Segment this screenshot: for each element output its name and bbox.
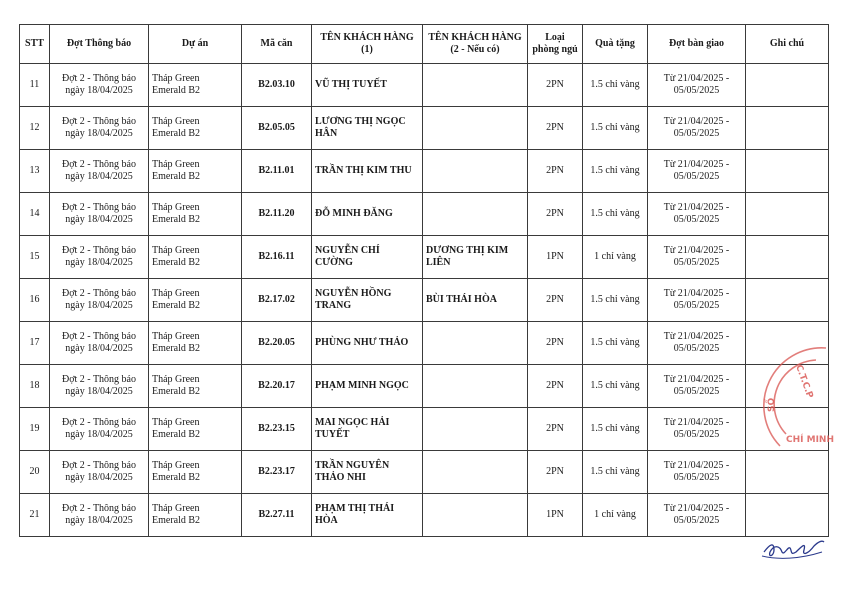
cell-customer-1-text: PHÙNG NHƯ THẢO bbox=[315, 337, 409, 348]
cell-project-text: Emerald B2 bbox=[152, 85, 201, 96]
cell-project-text: Emerald B2 bbox=[152, 429, 201, 440]
cell-unit-code bbox=[242, 365, 312, 408]
cell-notice-round-text: ngày 18/04/2025 bbox=[65, 429, 133, 440]
cell-customer-2-text: DƯƠNG THỊ KIM LIÊN bbox=[426, 245, 509, 268]
cell-unit-code-text: B2.27.11 bbox=[258, 509, 295, 520]
table-row bbox=[20, 322, 829, 365]
cell-handover-period-text: Từ 21/04/2025 - bbox=[663, 202, 730, 213]
cell-gift-text: 1.5 chỉ vàng bbox=[590, 466, 640, 477]
cell-notice-round bbox=[50, 193, 149, 236]
table-header-row bbox=[20, 25, 829, 64]
cell-handover-period-text: 05/05/2025 bbox=[673, 85, 720, 96]
cell-project bbox=[149, 279, 242, 322]
cell-project bbox=[149, 494, 242, 537]
cell-customer-2-text: BÙI THÁI HÒA bbox=[426, 294, 497, 305]
cell-handover-period-text: Từ 21/04/2025 - bbox=[663, 331, 730, 342]
cell-notice-round-text: ngày 18/04/2025 bbox=[65, 214, 133, 225]
cell-stt-text: 19 bbox=[29, 423, 40, 434]
cell-stt bbox=[20, 494, 50, 537]
table-row bbox=[20, 279, 829, 322]
cell-unit-code-text: B2.23.15 bbox=[258, 423, 295, 434]
cell-unit-code bbox=[242, 494, 312, 537]
cell-customer-2 bbox=[423, 494, 528, 537]
cell-unit-code-text: B2.16.11 bbox=[258, 251, 295, 262]
cell-handover-period bbox=[648, 408, 746, 451]
cell-unit-code bbox=[242, 107, 312, 150]
cell-project-text: Tháp Green bbox=[152, 417, 200, 428]
table-row bbox=[20, 107, 829, 150]
cell-notice-round-text: Đợt 2 - Thông báo bbox=[62, 116, 136, 127]
cell-project-text: Emerald B2 bbox=[152, 171, 201, 182]
cell-notice-round-text: ngày 18/04/2025 bbox=[65, 515, 133, 526]
header-notice-round: Đợt Thông báo bbox=[50, 25, 149, 64]
cell-notice-round bbox=[50, 451, 149, 494]
header-customer-2 bbox=[423, 25, 528, 64]
cell-customer-2 bbox=[423, 365, 528, 408]
apartment-handover-table bbox=[19, 24, 829, 537]
cell-stt-text: 21 bbox=[29, 509, 40, 520]
cell-project-text: Emerald B2 bbox=[152, 257, 201, 268]
cell-handover-period-text: Từ 21/04/2025 - bbox=[663, 73, 730, 84]
cell-gift bbox=[583, 64, 648, 107]
cell-stt bbox=[20, 107, 50, 150]
cell-project-text: Tháp Green bbox=[152, 460, 200, 471]
cell-bedroom-type-text: 1PN bbox=[546, 251, 564, 262]
cell-gift bbox=[583, 365, 648, 408]
table-row bbox=[20, 408, 829, 451]
cell-handover-period-text: 05/05/2025 bbox=[673, 472, 720, 483]
cell-gift-text: 1.5 chỉ vàng bbox=[590, 294, 640, 305]
cell-unit-code-text: B2.03.10 bbox=[258, 79, 295, 90]
cell-notice-round-text: Đợt 2 - Thông báo bbox=[62, 73, 136, 84]
cell-stt bbox=[20, 408, 50, 451]
table-row bbox=[20, 451, 829, 494]
cell-project-text: Tháp Green bbox=[152, 73, 200, 84]
cell-handover-period-text: 05/05/2025 bbox=[673, 386, 720, 397]
cell-unit-code-text: B2.11.20 bbox=[258, 208, 295, 219]
header-project: Dự án bbox=[149, 25, 242, 64]
cell-customer-1 bbox=[312, 494, 423, 537]
cell-bedroom-type bbox=[528, 408, 583, 451]
header-customer-2-line2: (2 - Nếu có) bbox=[450, 44, 500, 55]
cell-notice-round bbox=[50, 365, 149, 408]
cell-handover-period bbox=[648, 322, 746, 365]
cell-customer-1 bbox=[312, 236, 423, 279]
seal-text-left: SỐ bbox=[767, 397, 777, 412]
cell-project-text: Tháp Green bbox=[152, 288, 200, 299]
table-body bbox=[20, 64, 829, 537]
cell-notice-round bbox=[50, 279, 149, 322]
cell-note bbox=[746, 451, 829, 494]
header-handover-period: Đợt bàn giao bbox=[648, 25, 746, 64]
cell-notice-round bbox=[50, 150, 149, 193]
cell-gift-text: 1 chỉ vàng bbox=[594, 509, 636, 520]
cell-project-text: Tháp Green bbox=[152, 374, 200, 385]
cell-customer-1 bbox=[312, 279, 423, 322]
cell-handover-period-text: Từ 21/04/2025 - bbox=[663, 374, 730, 385]
cell-project-text: Tháp Green bbox=[152, 159, 200, 170]
cell-project bbox=[149, 408, 242, 451]
cell-project bbox=[149, 365, 242, 408]
cell-notice-round bbox=[50, 107, 149, 150]
cell-customer-1 bbox=[312, 365, 423, 408]
cell-gift-text: 1.5 chỉ vàng bbox=[590, 423, 640, 434]
cell-gift bbox=[583, 408, 648, 451]
cell-customer-1 bbox=[312, 150, 423, 193]
cell-bedroom-type-text: 2PN bbox=[546, 122, 564, 133]
cell-bedroom-type bbox=[528, 64, 583, 107]
cell-project bbox=[149, 193, 242, 236]
cell-gift bbox=[583, 451, 648, 494]
cell-stt-text: 12 bbox=[29, 122, 40, 133]
cell-notice-round bbox=[50, 408, 149, 451]
header-stt: STT bbox=[20, 25, 50, 64]
cell-stt bbox=[20, 150, 50, 193]
cell-customer-2 bbox=[423, 236, 528, 279]
header-customer-1-line1: TÊN KHÁCH HÀNG bbox=[320, 32, 414, 43]
cell-stt bbox=[20, 451, 50, 494]
cell-project-text: Emerald B2 bbox=[152, 472, 201, 483]
cell-handover-period-text: Từ 21/04/2025 - bbox=[663, 417, 730, 428]
cell-gift-text: 1.5 chỉ vàng bbox=[590, 79, 640, 90]
cell-customer-1 bbox=[312, 64, 423, 107]
cell-handover-period-text: 05/05/2025 bbox=[673, 515, 720, 526]
cell-notice-round-text: ngày 18/04/2025 bbox=[65, 257, 133, 268]
cell-bedroom-type-text: 2PN bbox=[546, 165, 564, 176]
cell-bedroom-type-text: 2PN bbox=[546, 380, 564, 391]
cell-customer-1 bbox=[312, 193, 423, 236]
cell-customer-2 bbox=[423, 408, 528, 451]
header-gift: Quà tặng bbox=[583, 25, 648, 64]
cell-customer-2 bbox=[423, 193, 528, 236]
cell-handover-period-text: 05/05/2025 bbox=[673, 300, 720, 311]
cell-project-text: Emerald B2 bbox=[152, 214, 201, 225]
header-customer-2-line1: TÊN KHÁCH HÀNG bbox=[428, 32, 522, 43]
cell-note bbox=[746, 408, 829, 451]
cell-handover-period-text: Từ 21/04/2025 - bbox=[663, 116, 730, 127]
cell-unit-code bbox=[242, 193, 312, 236]
cell-stt-text: 15 bbox=[29, 251, 40, 262]
cell-bedroom-type bbox=[528, 322, 583, 365]
cell-handover-period-text: 05/05/2025 bbox=[673, 214, 720, 225]
cell-stt bbox=[20, 236, 50, 279]
cell-bedroom-type bbox=[528, 193, 583, 236]
cell-stt bbox=[20, 322, 50, 365]
header-unit-code: Mã căn bbox=[242, 25, 312, 64]
cell-handover-period-text: 05/05/2025 bbox=[673, 171, 720, 182]
cell-customer-2 bbox=[423, 451, 528, 494]
cell-note bbox=[746, 279, 829, 322]
cell-notice-round-text: ngày 18/04/2025 bbox=[65, 300, 133, 311]
cell-project bbox=[149, 64, 242, 107]
cell-stt-text: 17 bbox=[29, 337, 40, 348]
cell-project-text: Tháp Green bbox=[152, 503, 200, 514]
cell-customer-2 bbox=[423, 279, 528, 322]
cell-project-text: Tháp Green bbox=[152, 202, 200, 213]
cell-unit-code-text: B2.17.02 bbox=[258, 294, 295, 305]
header-bedroom-type-line2: phòng ngủ bbox=[532, 44, 578, 55]
cell-handover-period bbox=[648, 365, 746, 408]
cell-stt bbox=[20, 64, 50, 107]
cell-stt-text: 18 bbox=[29, 380, 40, 391]
cell-bedroom-type bbox=[528, 365, 583, 408]
cell-project bbox=[149, 150, 242, 193]
table-row bbox=[20, 236, 829, 279]
cell-handover-period-text: Từ 21/04/2025 - bbox=[663, 159, 730, 170]
cell-stt-text: 14 bbox=[29, 208, 40, 219]
cell-customer-1 bbox=[312, 322, 423, 365]
cell-project-text: Emerald B2 bbox=[152, 343, 201, 354]
cell-handover-period bbox=[648, 279, 746, 322]
cell-handover-period-text: 05/05/2025 bbox=[673, 429, 720, 440]
cell-note bbox=[746, 150, 829, 193]
cell-bedroom-type-text: 2PN bbox=[546, 208, 564, 219]
cell-notice-round-text: ngày 18/04/2025 bbox=[65, 386, 133, 397]
cell-unit-code-text: B2.05.05 bbox=[258, 122, 295, 133]
cell-notice-round bbox=[50, 322, 149, 365]
cell-project-text: Tháp Green bbox=[152, 116, 200, 127]
cell-note bbox=[746, 107, 829, 150]
cell-customer-2 bbox=[423, 107, 528, 150]
cell-handover-period bbox=[648, 451, 746, 494]
cell-project-text: Emerald B2 bbox=[152, 128, 201, 139]
cell-project bbox=[149, 107, 242, 150]
cell-customer-2 bbox=[423, 150, 528, 193]
cell-handover-period bbox=[648, 193, 746, 236]
cell-project-text: Emerald B2 bbox=[152, 515, 201, 526]
cell-bedroom-type-text: 2PN bbox=[546, 337, 564, 348]
seal-text-bottom: CHÍ MINH bbox=[786, 435, 834, 445]
cell-note bbox=[746, 193, 829, 236]
cell-stt bbox=[20, 279, 50, 322]
cell-unit-code-text: B2.23.17 bbox=[258, 466, 295, 477]
cell-bedroom-type bbox=[528, 279, 583, 322]
cell-gift-text: 1.5 chỉ vàng bbox=[590, 165, 640, 176]
cell-handover-period-text: 05/05/2025 bbox=[673, 257, 720, 268]
cell-stt-text: 16 bbox=[29, 294, 40, 305]
cell-bedroom-type bbox=[528, 451, 583, 494]
table-row bbox=[20, 365, 829, 408]
cell-notice-round-text: Đợt 2 - Thông báo bbox=[62, 460, 136, 471]
cell-customer-1-text: TRẦN THỊ KIM THU bbox=[315, 165, 412, 176]
cell-note bbox=[746, 64, 829, 107]
cell-note bbox=[746, 494, 829, 537]
cell-notice-round-text: Đợt 2 - Thông báo bbox=[62, 159, 136, 170]
cell-customer-1-text: TRẦN NGUYÊN THẢO NHI bbox=[315, 460, 390, 483]
cell-bedroom-type-text: 2PN bbox=[546, 466, 564, 477]
cell-unit-code-text: B2.11.01 bbox=[258, 165, 295, 176]
cell-notice-round-text: ngày 18/04/2025 bbox=[65, 343, 133, 354]
cell-customer-1 bbox=[312, 408, 423, 451]
cell-project-text: Emerald B2 bbox=[152, 300, 201, 311]
header-customer-1 bbox=[312, 25, 423, 64]
cell-stt-text: 11 bbox=[29, 79, 40, 90]
cell-customer-1-text: NGUYỄN HỒNG TRANG bbox=[315, 288, 392, 311]
header-customer-1-line2: (1) bbox=[361, 44, 373, 55]
cell-handover-period bbox=[648, 236, 746, 279]
cell-gift-text: 1.5 chỉ vàng bbox=[590, 122, 640, 133]
cell-note bbox=[746, 365, 829, 408]
cell-handover-period-text: Từ 21/04/2025 - bbox=[663, 288, 730, 299]
cell-customer-1-text: VŨ THỊ TUYẾT bbox=[315, 79, 387, 90]
table-row bbox=[20, 494, 829, 537]
cell-customer-2 bbox=[423, 64, 528, 107]
cell-unit-code bbox=[242, 279, 312, 322]
cell-notice-round-text: Đợt 2 - Thông báo bbox=[62, 374, 136, 385]
table-row bbox=[20, 193, 829, 236]
cell-notice-round bbox=[50, 64, 149, 107]
cell-project bbox=[149, 451, 242, 494]
cell-unit-code bbox=[242, 150, 312, 193]
cell-note bbox=[746, 322, 829, 365]
cell-handover-period-text: Từ 21/04/2025 - bbox=[663, 503, 730, 514]
cell-stt-text: 13 bbox=[29, 165, 40, 176]
cell-notice-round-text: ngày 18/04/2025 bbox=[65, 128, 133, 139]
cell-bedroom-type-text: 1PN bbox=[546, 509, 564, 520]
cell-project bbox=[149, 236, 242, 279]
cell-stt-text: 20 bbox=[29, 466, 40, 477]
cell-notice-round-text: ngày 18/04/2025 bbox=[65, 472, 133, 483]
cell-notice-round bbox=[50, 494, 149, 537]
cell-notice-round-text: Đợt 2 - Thông báo bbox=[62, 417, 136, 428]
cell-customer-2 bbox=[423, 322, 528, 365]
cell-notice-round-text: Đợt 2 - Thông báo bbox=[62, 331, 136, 342]
cell-bedroom-type bbox=[528, 494, 583, 537]
cell-customer-1-text: NGUYỄN CHÍ CƯỜNG bbox=[315, 245, 380, 268]
cell-gift-text: 1.5 chỉ vàng bbox=[590, 337, 640, 348]
cell-notice-round-text: ngày 18/04/2025 bbox=[65, 85, 133, 96]
header-bedroom-type bbox=[528, 25, 583, 64]
cell-note bbox=[746, 236, 829, 279]
header-note: Ghi chú bbox=[746, 25, 829, 64]
cell-handover-period bbox=[648, 494, 746, 537]
table-row bbox=[20, 64, 829, 107]
cell-gift-text: 1.5 chỉ vàng bbox=[590, 380, 640, 391]
cell-stt bbox=[20, 193, 50, 236]
cell-gift-text: 1 chỉ vàng bbox=[594, 251, 636, 262]
cell-handover-period-text: 05/05/2025 bbox=[673, 128, 720, 139]
cell-bedroom-type bbox=[528, 150, 583, 193]
cell-notice-round-text: Đợt 2 - Thông báo bbox=[62, 503, 136, 514]
cell-notice-round-text: Đợt 2 - Thông báo bbox=[62, 202, 136, 213]
cell-notice-round-text: ngày 18/04/2025 bbox=[65, 171, 133, 182]
seal-text-top: C.T.C.P bbox=[793, 363, 815, 400]
cell-bedroom-type bbox=[528, 236, 583, 279]
cell-customer-1 bbox=[312, 107, 423, 150]
cell-unit-code-text: B2.20.17 bbox=[258, 380, 295, 391]
cell-customer-1 bbox=[312, 451, 423, 494]
cell-project-text: Tháp Green bbox=[152, 245, 200, 256]
cell-unit-code bbox=[242, 322, 312, 365]
cell-gift bbox=[583, 494, 648, 537]
cell-gift bbox=[583, 279, 648, 322]
cell-notice-round bbox=[50, 236, 149, 279]
cell-handover-period bbox=[648, 150, 746, 193]
cell-bedroom-type-text: 2PN bbox=[546, 79, 564, 90]
cell-bedroom-type-text: 2PN bbox=[546, 423, 564, 434]
cell-notice-round-text: Đợt 2 - Thông báo bbox=[62, 288, 136, 299]
cell-handover-period-text: 05/05/2025 bbox=[673, 343, 720, 354]
cell-unit-code bbox=[242, 64, 312, 107]
cell-gift bbox=[583, 322, 648, 365]
cell-unit-code bbox=[242, 236, 312, 279]
cell-project bbox=[149, 322, 242, 365]
cell-bedroom-type-text: 2PN bbox=[546, 294, 564, 305]
cell-customer-1-text: ĐỖ MINH ĐĂNG bbox=[315, 208, 393, 219]
cell-gift bbox=[583, 236, 648, 279]
cell-handover-period bbox=[648, 107, 746, 150]
cell-bedroom-type bbox=[528, 107, 583, 150]
cell-project-text: Emerald B2 bbox=[152, 386, 201, 397]
cell-unit-code bbox=[242, 408, 312, 451]
cell-customer-1-text: LƯƠNG THỊ NGỌC HÂN bbox=[315, 116, 406, 139]
cell-project-text: Tháp Green bbox=[152, 331, 200, 342]
cell-handover-period bbox=[648, 64, 746, 107]
cell-gift bbox=[583, 107, 648, 150]
cell-customer-1-text: PHẠM THỊ THÁI HÒA bbox=[315, 503, 395, 526]
table-row bbox=[20, 150, 829, 193]
cell-customer-1-text: PHẠM MINH NGỌC bbox=[315, 380, 409, 391]
cell-handover-period-text: Từ 21/04/2025 - bbox=[663, 460, 730, 471]
cell-stt bbox=[20, 365, 50, 408]
cell-customer-1-text: MAI NGỌC HẢI TUYẾT bbox=[315, 417, 390, 440]
cell-gift bbox=[583, 193, 648, 236]
cell-gift-text: 1.5 chỉ vàng bbox=[590, 208, 640, 219]
cell-unit-code bbox=[242, 451, 312, 494]
cell-gift bbox=[583, 150, 648, 193]
header-bedroom-type-line1: Loại bbox=[545, 32, 565, 43]
cell-handover-period-text: Từ 21/04/2025 - bbox=[663, 245, 730, 256]
cell-notice-round-text: Đợt 2 - Thông báo bbox=[62, 245, 136, 256]
cell-unit-code-text: B2.20.05 bbox=[258, 337, 295, 348]
